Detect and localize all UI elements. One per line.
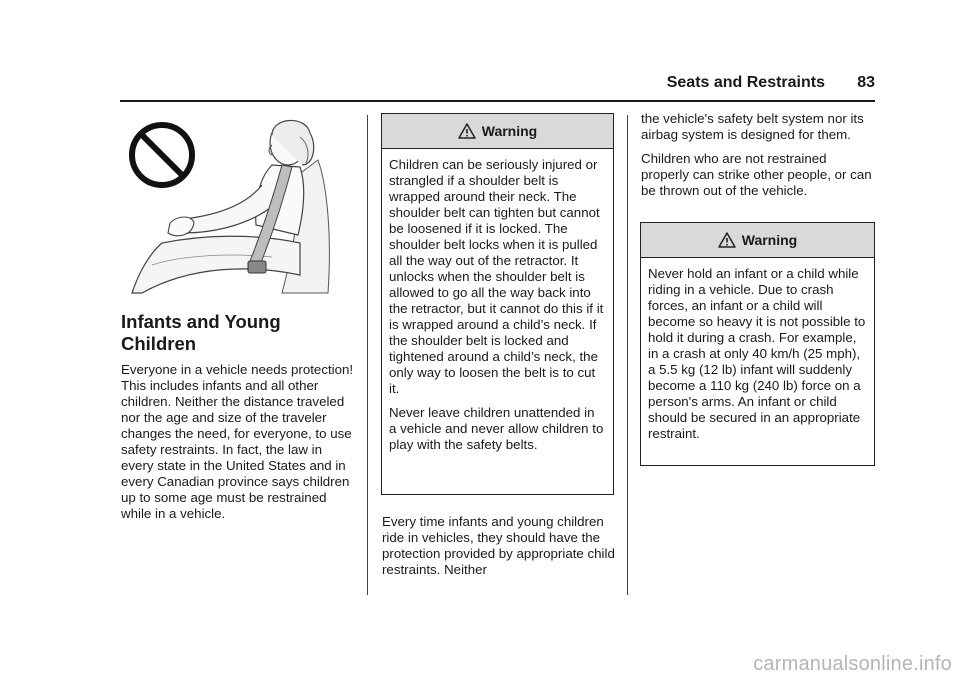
- warning-triangle-icon: [458, 123, 476, 139]
- watermark: carmanualsonline.info: [753, 653, 952, 675]
- warning-header: [382, 114, 613, 149]
- middle-column-text: [382, 514, 618, 578]
- page-header: [120, 72, 875, 102]
- column-divider-left: [367, 115, 368, 595]
- warning-box-seatbelt: [381, 113, 614, 495]
- warning-box-infant: [640, 222, 875, 466]
- right-paragraph-1: the vehicle's safety belt system nor its airbag system is designed for them.: [641, 111, 864, 142]
- warning-paragraph-2: Never leave children unattended in a vehicle and never allow children to play with the safety belts.: [389, 405, 604, 452]
- warning-triangle-icon: [718, 232, 736, 248]
- right-column-text: [641, 111, 876, 199]
- warning-paragraph-1: Never hold an infant or a child while riding in a vehicle. Due to crash forces, an infant or a child will become so heavy it is not possible to hold it during a crash. For example, in a crash at only 40 km/h (25 mph), a 5.5 kg (12 lb) infant will suddenly become a 110 kg (240 lb) force on a person's arms. An infant or child should be secured in an appropriate restraint.: [648, 266, 866, 441]
- warning-paragraph-1: Children can be seriously injured or strangled if a shoulder belt is wrapped around their neck. The shoulder belt can tighten but cannot be loosened if it is locked. The shoulder belt locks when it is pulled all the way out of the retractor. It unlocks when the shoulder belt is allowed to go all the way back into the retractor, but it cannot do this if it is wrapped around a child’s neck. If the shoulder belt is locked and tightened around a child’s neck, the only way to loosen the belt is to cut it.: [389, 157, 604, 396]
- page-number: 83: [857, 74, 875, 91]
- no-sign-child-on-lap-illustration: [122, 115, 334, 295]
- warning-label: Warning: [481, 123, 538, 139]
- warning-header: [641, 223, 874, 258]
- left-column-text: [121, 362, 356, 522]
- child-restraint-paragraph: Every time infants and young children ride in vehicles, they should have the protection provided by appropriate child restraints. Neither: [382, 514, 615, 577]
- warning-body: [382, 149, 613, 461]
- right-paragraph-2: Children who are not restrained properly can strike other people, or can be thrown out of the vehicle.: [641, 151, 872, 198]
- warning-label: Warning: [741, 232, 798, 248]
- prohibition-icon: [132, 125, 192, 185]
- column-divider-right: [627, 115, 628, 595]
- warning-body: [641, 258, 874, 450]
- section-heading: Infants and Young Children: [121, 311, 281, 354]
- section-title-header: Seats and Restraints: [666, 74, 825, 91]
- intro-paragraph: Everyone in a vehicle needs protection! This includes infants and all other children. Neither the distance traveled nor the age and size of the traveler changes the need, for everyone, to use safety restraints. In fact, the law in every state in the United States and in every Canadian province says children up to some age must be restrained while in a vehicle.: [121, 362, 354, 521]
